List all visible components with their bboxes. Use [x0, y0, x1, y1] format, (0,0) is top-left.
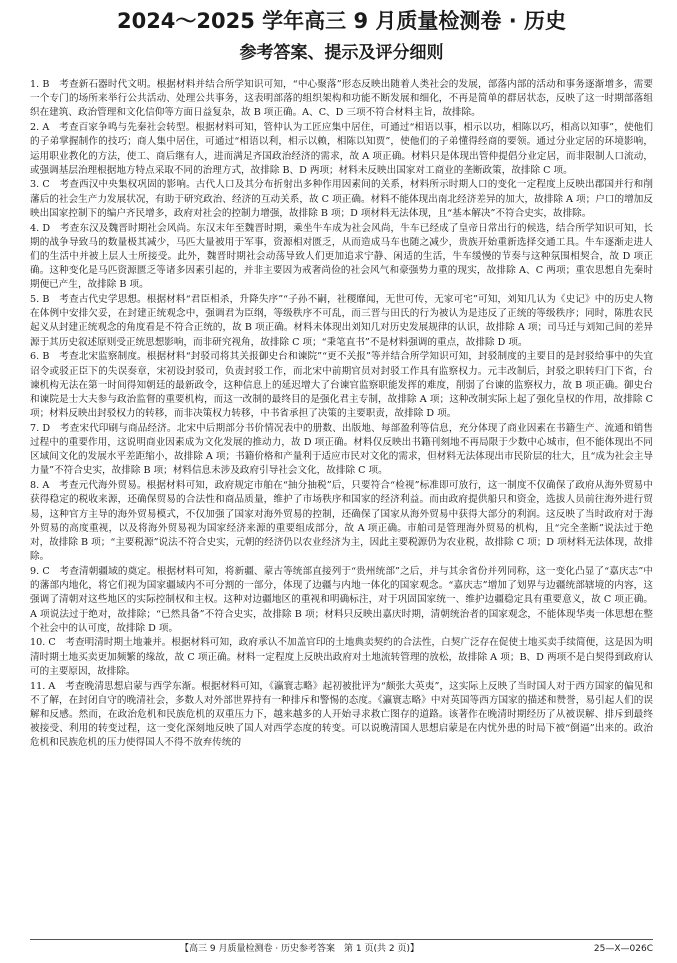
answer-number: 11. A [30, 680, 56, 692]
footer-page-info: 【高三 9 月质量检测卷 · 历史参考答案 第 1 页(共 2 页)】 [180, 944, 419, 954]
answer-text: 考查晚清思想启蒙与西学东渐。根据材料可知，《瀛寰志略》起初被批评为“颇张大英夷”，这实际上反映了当时国人对于西方国家的偏见和不了解，在封闭自守的晚清社会，多数人对外部世界持有一种排斥和警惕的态度。《瀛寰志略》中对英国等西方国家的描述和赞誉，易引起人们的误解和反感。然而，在政治危机和民族危机的双重压力下，越来越多的人开始寻求救亡图存的道路。该著作在晚清时期经历了从被误解、排斥到最终被接受、利用的转变过程，这一变化深刻地反映了国人对西学态度的转变。可以说晚清国人思想启蒙是在内忧外患的时局下被“倒逼”出来的。政治危机和民族危机的压力使得国人不得不放弃传统的 [30, 680, 653, 749]
answer-text: 考查东汉及魏晋时期社会风尚。东汉末年至魏晋时期，乘坐牛车成为社会风尚，牛车已经成了皇帝日常出行的候选，结合所学知识可知，长期的战争导致马的数量极其减少，马匹大量被用于军事，资源相对匮乏，从而造成马车也随之减少，贵族开始重新选择交通工具。牛车逐渐走进人们的生活中并被上层人士所接受。此外，魏晋时期社会动荡导致人们更加追求宁静、闲适的生活，牛车缓慢的节奏与这种氛围相契合，故 D 项正确。这种变化是马匹资源匮乏等诸多因素引起的，并非主要因为戒奢尚俭的社会风气和豪强势力重的现实，故排除 A、C 两项；重农思想自先秦时期便已产生，故排除 B 项。 [30, 222, 653, 291]
answer-item-8 [30, 479, 653, 564]
answer-text: 考查元代海外贸易。根据材料可知，政府规定市舶在“抽分抽税”后，只要符合“检视”标准即可放行，这一制度不仅确保了政府从海外贸易中获得稳定的税收来源，还确保贸易的合法性和商品质量，维护了市场秩序和国家的经济利益。而由政府提供船只和资金，选拔人员前往海外进行贸易，这种官方主导的海外贸易模式，不仅加强了国家对海外贸易的控制，还确保了国家从海外贸易中获得大部分的利润。这反映了当时政府对于海外贸易的高度重视，以及将海外贸易视为国家经济来源的重要组成部分，故 A 项正确。市舶司是管理海外贸易的机构，且“完全垄断”说法过于绝对，故排除 B 项；“主要税源”说法不符合史实，元朝的经济仍以农业经济为主，因此主要税源仍为农业税，故排除 C 项；D 项材料无法体现，故排除。 [30, 480, 653, 563]
answer-item-9 [30, 565, 653, 636]
answer-item-7 [30, 422, 653, 479]
answer-number: 5. B [30, 294, 50, 306]
answer-item-2 [30, 121, 653, 178]
answer-number: 4. D [30, 222, 51, 234]
answer-item-10 [30, 636, 653, 679]
answer-number: 8. A [30, 480, 50, 492]
answer-item-6 [30, 350, 653, 421]
answer-text: 考查新石器时代文明。根据材料并结合所学知识可知，“中心聚落”形态反映出随着人类社会的发展，部落内部的活动和事务逐渐增多，需要一个专门的场所来举行公共活动、处理公共事务，这表明部落的组织架构和功能不断发展和细化，不再是简单的群居状态，反映了这一时期部落组织在建筑、政治管理和文化信仰等方面日益复杂，故 B 项正确。A、C、D 三项不符合材料主旨，故排除。 [30, 79, 653, 119]
answer-item-11 [30, 680, 653, 751]
answer-text: 考查百家争鸣与先秦社会转型。根据材料可知，管仲认为工匠应集中居住，可通过“相语以事，相示以功，相陈以巧，相高以知事”，使他们的子弟掌握制作的技巧；商人集中居住，可通过“相语以利，相示以赖，相陈以知贾”，使他们的子弟懂得经商的要领。通过分业定居的环境影响，运用职业教化的方法，使工、商后继有人，进而满足齐国政治经济的需求，故 A 项正确。材料只是体现出管仲提倡分业定居，而非限制人口流动，或强调基层治理根据地方特点采取不同的治理方式，故排除 B、D 两项；材料未反映出国家对工商业的垄断政策，故排除 C 项。 [30, 122, 654, 176]
answer-text: 考查古代史学思想。根据材料“君臣相杀，升降失序”“子孙不嗣，社稷靡闻，无世可传，无家可宅”可知，刘知几认为《史记》中的历史人物在体例中安排欠妥，在封建正统观念中，强调君为臣纲，等级秩序不可乱，而三晋与田氏的行为被认为是违反了正统的等级秩序；同时，陈胜农民起义从封建正统观念的角度看是不符合正统的，故 B 项正确。材料未体现出刘知几对历史发展规律的认识，故排除 A 项；司马迁与刘知己间的差异源于其历史叙述原则受正统思想影响，而非研究视角，故排除 C 项；“秉笔直书”不是材料强调的重点，故排除 D 项。 [30, 294, 653, 348]
answer-number: 1. B [30, 79, 50, 90]
answer-text: 考查明清时期土地兼并。根据材料可知，政府承认不加盖官印的土地典卖契约的合法性，白契广泛存在促使土地买卖手续简便，这是因为明清时期土地买卖更加频繁的缘故，故 C 项正确。材料一定程度上反映出政府对土地流转管理的放松，故排除 A 项；B、D 两项不是白契得到政府认可的主要原因，故排除。 [30, 637, 654, 677]
answer-number: 2. A [30, 122, 50, 134]
page-subtitle: 参考答案、提示及评分细则 [239, 43, 444, 63]
footer-code: 25—X—026C [593, 944, 653, 954]
answer-item-5 [30, 293, 653, 350]
answer-text: 考查西汉中央集权巩固的影响。古代人口及其分布折射出多种作用因素间的关系，材料所示时期人口的变化一定程度上反映出郡国并行和削藩后的社会生产力发展状况，有助于研究政治、经济的互动关系，故 C 项正确。材料不能体现出南北经济差异的加大，故排除 A 项；户口的增加反映出国家控制下的编户齐民增多，政府对社会的控制力增强，故排除 B 项；D 项材料无法体现，且“基本解决”不符合史实，故排除。 [30, 179, 654, 219]
page-footer [30, 939, 653, 955]
answer-item-3 [30, 178, 653, 221]
answer-text: 考查清朝疆域的奠定。根据材料可知，将新疆、蒙古等统部直接列于“贵州统部”之后，并与其余省份并列同称，这一变化凸显了“嘉庆志”中的藩部内地化，将它们视为国家疆域内不可分割的一部分，体现了边疆与内地一体化的国家观念。“嘉庆志”增加了划界与边疆统部辖境的内容，这强调了清朝对这些地区的实际控制权和主权。这种对边疆地区的重视和明确标注，对于巩固国家统一、维护边疆稳定具有重要意义，故 C 项正确。A 项说法过于绝对，故排除；“已然具备”不符合史实，故排除 B 项；材料只反映出嘉庆时期，清朝统治者的国家观念，不能体现华夷一体思想在整个社会中的认可度，故排除 D 项。 [30, 565, 654, 634]
answer-text: 考查宋代印刷与商品经济。北宋中后期部分书价情况表中的册数、出版地、每部盈利等信息，充分体现了商业因素在书籍生产、流通和销售过程中的重要作用，这说明商业因素成为文化发展的推动力，故 D 项正确。材料仅反映出书籍刊刻地不再局限于少数中心城市，但不能体现出不同区域间文化的发展水平差距缩小，故排除 A 项；书籍价格和产量利于适应市民对文化的需求，但材料无法体现出市民阶层的壮大，且“成为社会主导力量”不符合史实，故排除 B 项；材料信息未涉及政府引导社会文化，故排除 C 项。 [30, 422, 653, 477]
answer-number: 7. D [30, 422, 51, 434]
answer-number: 3. C [30, 179, 50, 191]
answer-text: 考查北宋监察制度。根据材料“封驳司将其关报御史台和谏院”“更不关报”等并结合所学知识可知，封驳制度的主要目的是封驳给事中的失宜诏令或驳正臣下的失误奏章，宋初设封驳司，负责封驳工作，而北宋中前期官员对封驳工作具有监察权力。元丰改制后，封驳之职转归门下省，台谏机构无法在第一时间得知朝廷的最新政令，这种信息上的延迟增大了台谏官监察职能发挥的难度，削弱了台谏的监察权力，故 B 项正确。御史台和谏院是士大夫参与政治监督的重要机构，而这一改制的最终目的是强化君主专制，故排除 A 项；这种改制实际上起了强化皇权的作用，故排除 C 项；材料反映出封驳权力的转移，而非决策权力转移，中书省承担了决策的主要职责，故排除 D 项。 [30, 351, 653, 420]
answer-item-1 [30, 78, 653, 121]
answer-list [30, 78, 653, 751]
answer-number: 6. B [30, 351, 50, 363]
answer-number: 10. C [30, 637, 56, 649]
page-title: 2024～2025 学年高三 9 月质量检测卷 · 历史 [116, 9, 567, 33]
answer-number: 9. C [30, 565, 50, 577]
answer-item-4 [30, 222, 653, 293]
